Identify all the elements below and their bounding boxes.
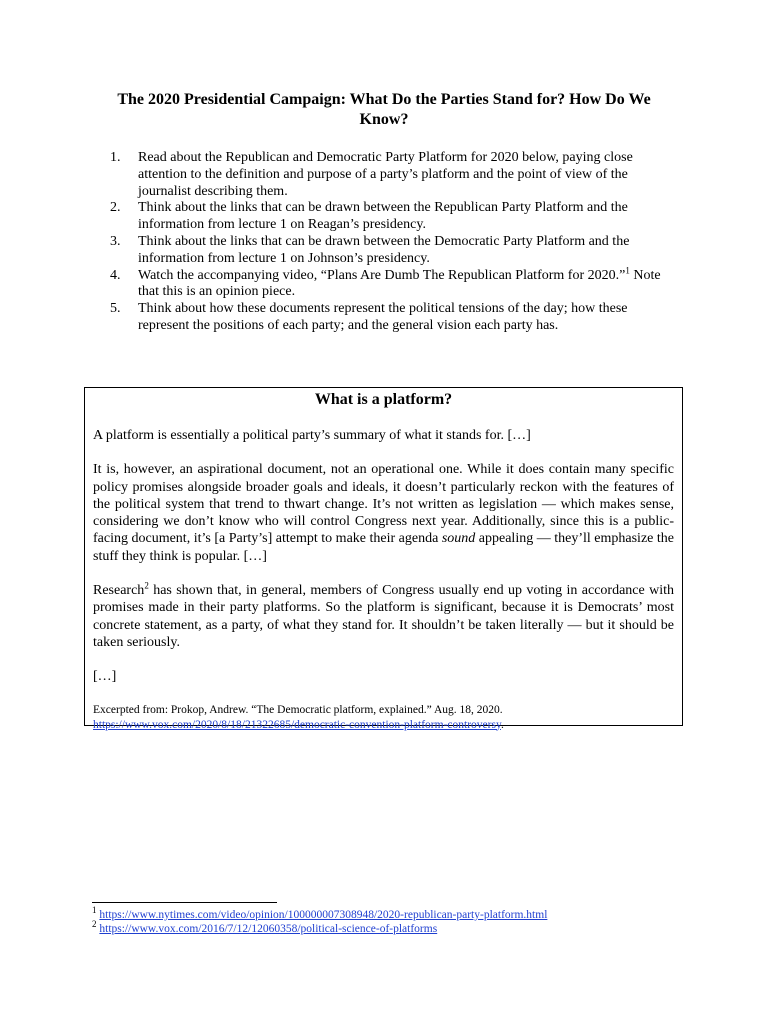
footnote-1-link[interactable]: https://www.nytimes.com/video/opinion/100000007308948/2020-republican-party-platform.html	[99, 909, 548, 921]
platform-box	[84, 387, 683, 731]
page-title: The 2020 Presidential Campaign: What Do the Parties Stand for? How Do We Know?	[117, 91, 651, 128]
list-item-number: 3.	[110, 233, 121, 249]
emphasis-sound: sound	[441, 531, 476, 547]
footnote-marker: 1	[92, 905, 97, 916]
list-item	[110, 150, 678, 200]
footnotes	[92, 905, 692, 936]
platform-paragraph-1: A platform is essentially a political party’s summary of what it stands for. […]	[93, 428, 531, 443]
list-item-text: Think about the links that can be drawn between the Republican Party Platform and the information from lecture 1 on Reagan’s presidency.	[138, 200, 628, 233]
footnote-ref-1[interactable]: 1	[625, 264, 630, 275]
footnote-ref-2[interactable]: 2	[144, 580, 149, 591]
citation-text: Excerpted from: Prokop, Andrew. “The Democratic platform, explained.” Aug. 18, 2020.	[93, 703, 503, 716]
list-item	[110, 200, 678, 234]
footnote-2	[92, 919, 692, 936]
paragraph-2-text-end: appealing — they’ll emphasize the stuff they think is popular. […]	[93, 531, 674, 564]
list-item	[110, 234, 678, 268]
citation-period: .	[500, 718, 504, 731]
list-item-text: Think about the links that can be drawn between the Democratic Party Platform and the information from lecture 1 on Johnson’s presidency.	[138, 233, 630, 266]
platform-paragraph-4: […]	[93, 669, 117, 685]
list-item-number: 2.	[110, 200, 121, 216]
footnote-separator	[92, 902, 277, 903]
list-item	[110, 301, 678, 335]
list-item-number: 5.	[110, 301, 121, 317]
citation-link[interactable]: https://www.vox.com/2020/8/18/21322685/democratic-convention-platform-controversy	[93, 718, 501, 731]
list-item	[110, 264, 678, 302]
list-item-text: Read about the Republican and Democratic Party Platform for 2020 below, paying close attention to the definition and purpose of a party’s platform and the point of view of the journalist describing them.	[138, 150, 633, 199]
list-item-number: 4.	[110, 267, 121, 283]
platform-paragraph-3	[93, 582, 674, 651]
footnote-2-link[interactable]: https://www.vox.com/2016/7/12/12060358/political-science-of-platforms	[99, 923, 438, 935]
list-item-number: 1.	[110, 150, 121, 165]
platform-paragraph-2	[93, 461, 674, 565]
paragraph-3-text: Research	[93, 583, 145, 599]
list-item-text: Think about how these documents represent the political tensions of the day; how these represent the positions of each party; and the general vision each party has.	[138, 301, 628, 333]
paragraph-3-text-end: has shown that, in general, members of Congress usually end up voting in accordance with promises made in their party platforms. So the platform is significant, because it is Democrats’ most concrete statement, as a party, of what they stand for. It shouldn’t be taken literally — but it should be taken seriously.	[93, 583, 674, 650]
footnote-1	[92, 905, 692, 922]
platform-box-heading: What is a platform?	[314, 391, 453, 408]
citation-link-line	[93, 718, 674, 733]
instructions-list	[110, 150, 678, 335]
paragraph-2-text: It is, however, an aspirational document, not an operational one. While it does contain many specific policy promises alongside broader goals and ideals, it doesn’t particularly reckon with the features of the political system that trend to thwart change. It’s not written as legislation — which makes sense, considering we don’t know who will control Congress next year. Additionally, since this is a public-facing document, it’s [a Party’s] attempt to make their agenda	[93, 462, 674, 547]
list-item-text: Watch the accompanying video, “Plans Are Dumb The Republican Platform for 2020.”	[138, 267, 626, 283]
list-item-text-continued: Note that this is an opinion piece.	[138, 267, 661, 300]
footnote-marker: 2	[92, 919, 97, 930]
citation	[93, 703, 674, 733]
